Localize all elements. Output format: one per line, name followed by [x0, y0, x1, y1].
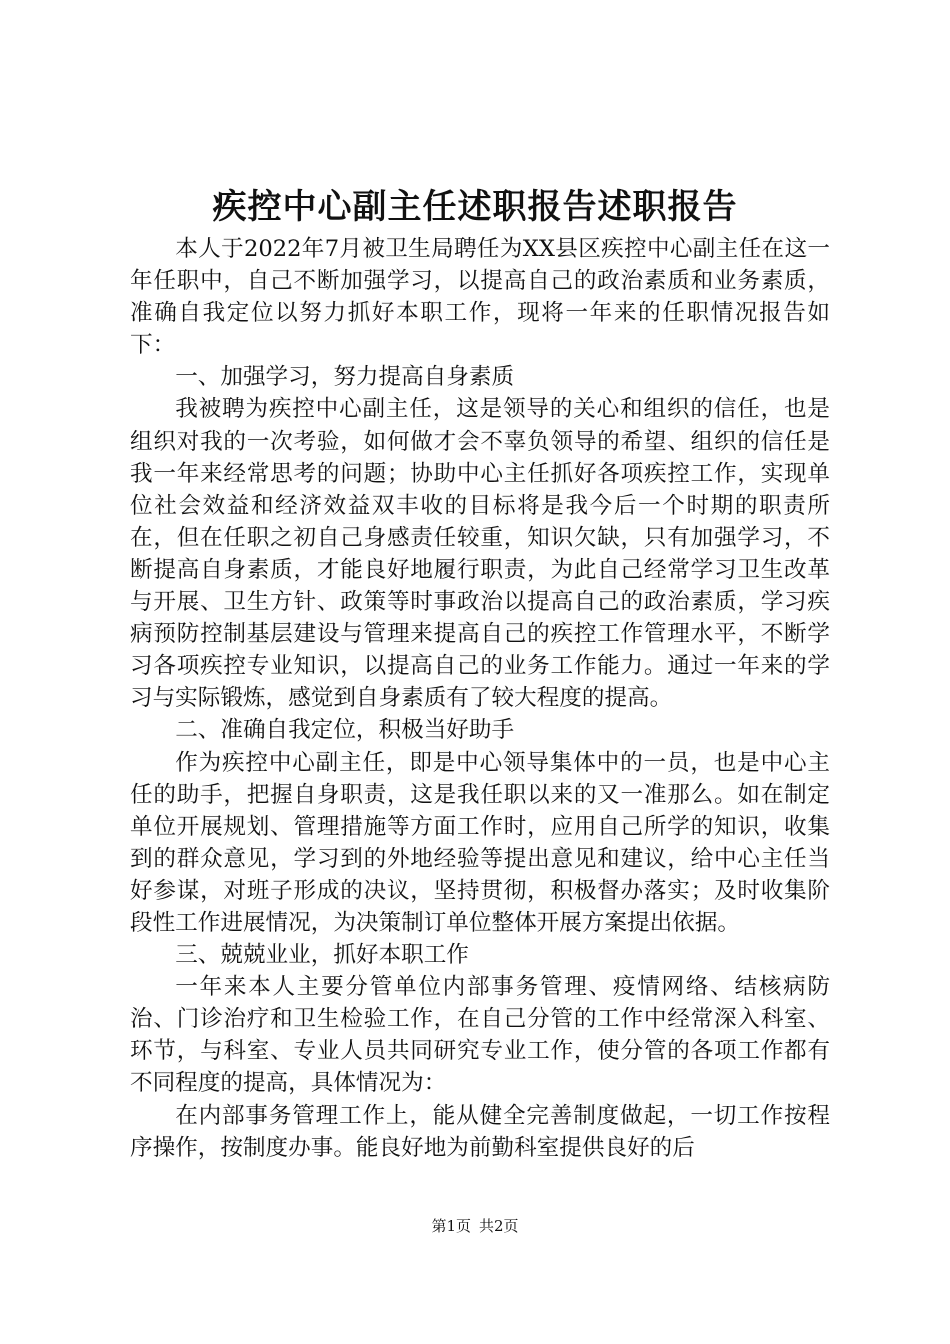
document-title: 疾控中心副主任述职报告述职报告 [212, 187, 738, 227]
paragraph-section-2: 作为疾控中心副主任，即是中心领导集体中的一员，也是中心主任的助手，把握自身职责，这是我任职以来的又一准那么。如在制定单位开展规划、管理措施等方面工作时，应用自己所学的知识，收集到的群众意见，学习到的外地经验等提出意见和建议，给中心主任当好参谋，对班子形成的决议，坚持贯彻，积极督办落实；及时收集阶段性工作进展情况，为决策制订单位整体开展方案提出依据。 [130, 749, 830, 936]
paragraph-section-1: 我被聘为疾控中心副主任，这是领导的关心和组织的信任，也是组织对我的一次考验，如何做才会不辜负领导的希望、组织的信任是我一年来经常思考的问题；协助中心主任抓好各项疾控工作，实现单位社会效益和经济效益双丰收的目标将是我今后一个时期的职责所在，但在任职之初自己身感责任较重，知识欠缺，只有加强学习，不断提高自身素质，才能良好地履行职责，为此自己经常学习卫生改革与开展、卫生方针、政策等时事政治以提高自己的政治素质，学习疾病预防控制基层建设与管理来提高自己的疾控工作管理水平，不断学习各项疾控专业知识，以提高自己的业务工作能力。通过一年来的学习与实际锻炼，感觉到自身素质有了较大程度的提高。 [130, 396, 830, 712]
section-heading-2: 二、准确自我定位，积极当好助手 [175, 717, 515, 744]
page-footer [0, 1216, 950, 1236]
paragraph-section-3: 一年来本人主要分管单位内部事务管理、疫情网络、结核病防治、门诊治疗和卫生检验工作，在自己分管的工作中经常深入科室、环节，与科室、专业人员共同研究专业工作，使分管的各项工作都有不同程度的提高，具体情况为： [130, 974, 830, 1097]
paragraph-internal-affairs: 在内部事务管理工作上，能从健全完善制度做起，一切工作按程序操作，按制度办事。能良好地为前勤科室提供良好的后 [130, 1102, 830, 1161]
paragraph-intro: 本人于2022年7月被卫生局聘任为XX县区疾控中心副主任在这一年任职中，自己不断加强学习，以提高自己的政治素质和业务素质，准确自我定位以努力抓好本职工作，现将一年来的任职情况报告如下： [130, 236, 830, 359]
page-number-current: 第1页 [431, 1217, 471, 1235]
section-heading-3: 三、兢兢业业，抓好本职工作 [175, 942, 469, 969]
document-body [130, 233, 830, 1164]
page-number-total: 共2页 [479, 1217, 519, 1235]
section-heading-1: 一、加强学习，努力提高自身素质 [175, 364, 515, 391]
